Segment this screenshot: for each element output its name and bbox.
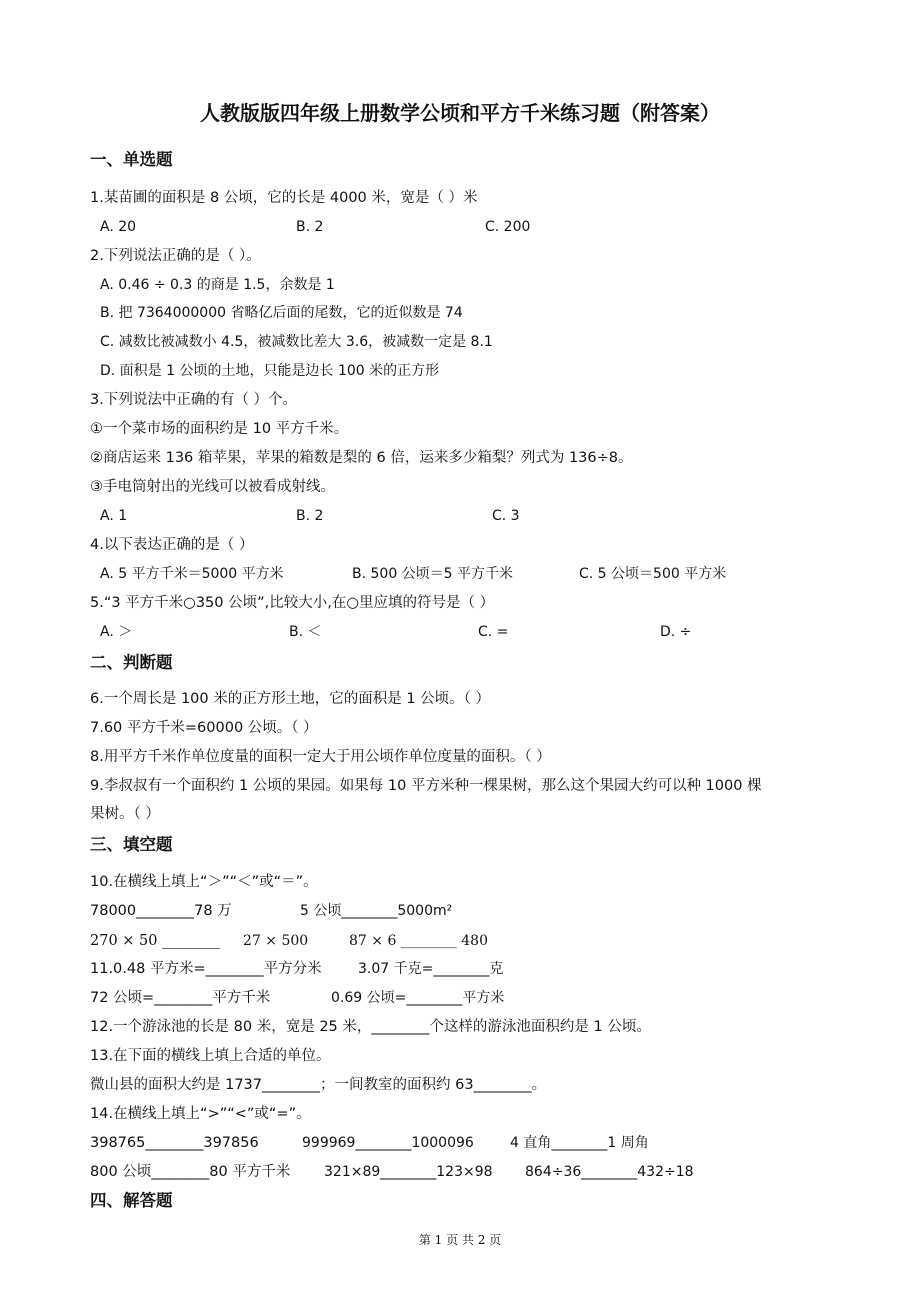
question-2-option-b: B. 把 7364000000 省略亿后面的尾数，它的近似数是 74 <box>100 305 463 321</box>
question-9-line-2: 果树。（ ） <box>90 806 160 822</box>
question-5-option-c: C. = <box>478 624 509 640</box>
question-14-item-1: 398765________397856 <box>90 1135 259 1151</box>
question-5-stem: 5.“3 平方千米○350 公顷”,比较大小,在○里应填的符号是（ ） <box>90 595 495 611</box>
question-7: 7.60 平方千米=60000 公顷。（ ） <box>90 720 318 736</box>
question-3-statement-3: ③手电筒射出的光线可以被看成射线。 <box>90 479 335 495</box>
question-10-item-3-right: 27 × 500 <box>243 933 309 949</box>
question-3-option-c: C. 3 <box>492 508 520 524</box>
question-1-option-b: B. 2 <box>296 219 324 235</box>
section-heading-true-false: 二、判断题 <box>90 653 173 672</box>
question-3-option-b: B. 2 <box>296 508 324 524</box>
page-footer: 第 1 页 共 2 页 <box>418 1233 502 1247</box>
question-11-item-2: 3.07 千克=________克 <box>358 961 504 977</box>
question-3-option-a: A. 1 <box>100 508 128 524</box>
question-14-item-4: 800 公顷________80 平方千米 <box>90 1164 291 1180</box>
question-14-item-2: 999969________1000096 <box>302 1135 474 1151</box>
question-1-option-a: A. 20 <box>100 219 137 235</box>
question-8: 8.用平方千米作单位度量的面积一定大于用公顷作单位度量的面积。（ ） <box>90 749 551 765</box>
question-3-stem: 3.下列说法中正确的有（ ）个。 <box>90 392 297 408</box>
question-1-option-c: C. 200 <box>485 219 531 235</box>
question-10-item-4: 87 × 6 ________ 480 <box>349 933 488 949</box>
question-11-item-4: 0.69 公顷=________平方米 <box>331 990 505 1006</box>
question-5-option-a: A. ＞ <box>100 624 133 640</box>
question-14-stem: 14.在横线上填上“>”“<”或“=”。 <box>90 1106 311 1122</box>
question-1-stem: 1.某苗圃的面积是 8 公顷，它的长是 4000 米，宽是（ ）米 <box>90 190 478 206</box>
question-5-option-d: D. ÷ <box>660 624 692 640</box>
question-14-item-3: 4 直角________1 周角 <box>510 1135 649 1151</box>
question-2-option-d: D. 面积是 1 公顷的土地，只能是边长 100 米的正方形 <box>100 363 440 379</box>
question-9-line-1 <box>90 775 840 797</box>
question-4-stem: 4.以下表达正确的是（ ） <box>90 537 254 553</box>
question-10-item-3: 270 × 50 ________ <box>90 933 221 949</box>
question-4-option-c: C. 5 公顷＝500 平方米 <box>579 566 727 582</box>
question-3-statement-1: ①一个菜市场的面积约是 10 平方千米。 <box>90 421 349 437</box>
page-title: 人教版版四年级上册数学公顷和平方千米练习题（附答案） <box>200 101 720 125</box>
section-heading-fill-in: 三、填空题 <box>90 835 173 854</box>
question-2-option-c: C. 减数比被减数小 4.5，被减数比差大 3.6，被减数一定是 8.1 <box>100 334 493 350</box>
question-3-statement-2: ②商店运来 136 箱苹果，苹果的箱数是梨的 6 倍，运来多少箱梨？列式为 136÷8。 <box>90 450 633 466</box>
question-5-option-b: B. ＜ <box>289 624 322 640</box>
question-2-option-a: A. 0.46 ÷ 0.3 的商是 1.5，余数是 1 <box>100 277 335 293</box>
section-heading-answer: 四、解答题 <box>90 1191 173 1210</box>
question-4-option-b: B. 500 公顷＝5 平方千米 <box>352 566 514 582</box>
question-2-stem: 2.下列说法正确的是（ ）。 <box>90 248 261 264</box>
question-13-stem: 13.在下面的横线上填上合适的单位。 <box>90 1048 331 1064</box>
question-10-item-1: 78000________78 万 <box>90 903 232 919</box>
question-6: 6.一个周长是 100 米的正方形土地，它的面积是 1 公顷。（ ） <box>90 691 491 707</box>
question-14-item-5: 321×89________123×98 <box>324 1164 493 1180</box>
question-12: 12.一个游泳池的长是 80 米，宽是 25 米，________个这样的游泳池面积约是 1 公顷。 <box>90 1019 651 1035</box>
question-13-blanks: 微山县的面积大约是 1737________；一间教室的面积约 63________。 <box>90 1077 547 1093</box>
question-9-text: 9.李叔叔有一个面积约 1 公顷的果园。如果每 10 平方米种一棵果树，那么这个果园大约可以种 1000 棵 <box>90 778 762 794</box>
question-11-item-1: 11.0.48 平方米=________平方分米 <box>90 961 322 977</box>
section-heading-single-choice: 一、单选题 <box>90 150 173 169</box>
question-14-item-6: 864÷36________432÷18 <box>525 1164 694 1180</box>
question-10-stem: 10.在横线上填上“＞”“＜”或“＝”。 <box>90 874 318 890</box>
question-10-item-2: 5 公顷________5000m² <box>300 903 453 919</box>
question-11-item-3: 72 公顷=________平方千米 <box>90 990 271 1006</box>
question-4-option-a: A. 5 平方千米＝5000 平方米 <box>100 566 284 582</box>
